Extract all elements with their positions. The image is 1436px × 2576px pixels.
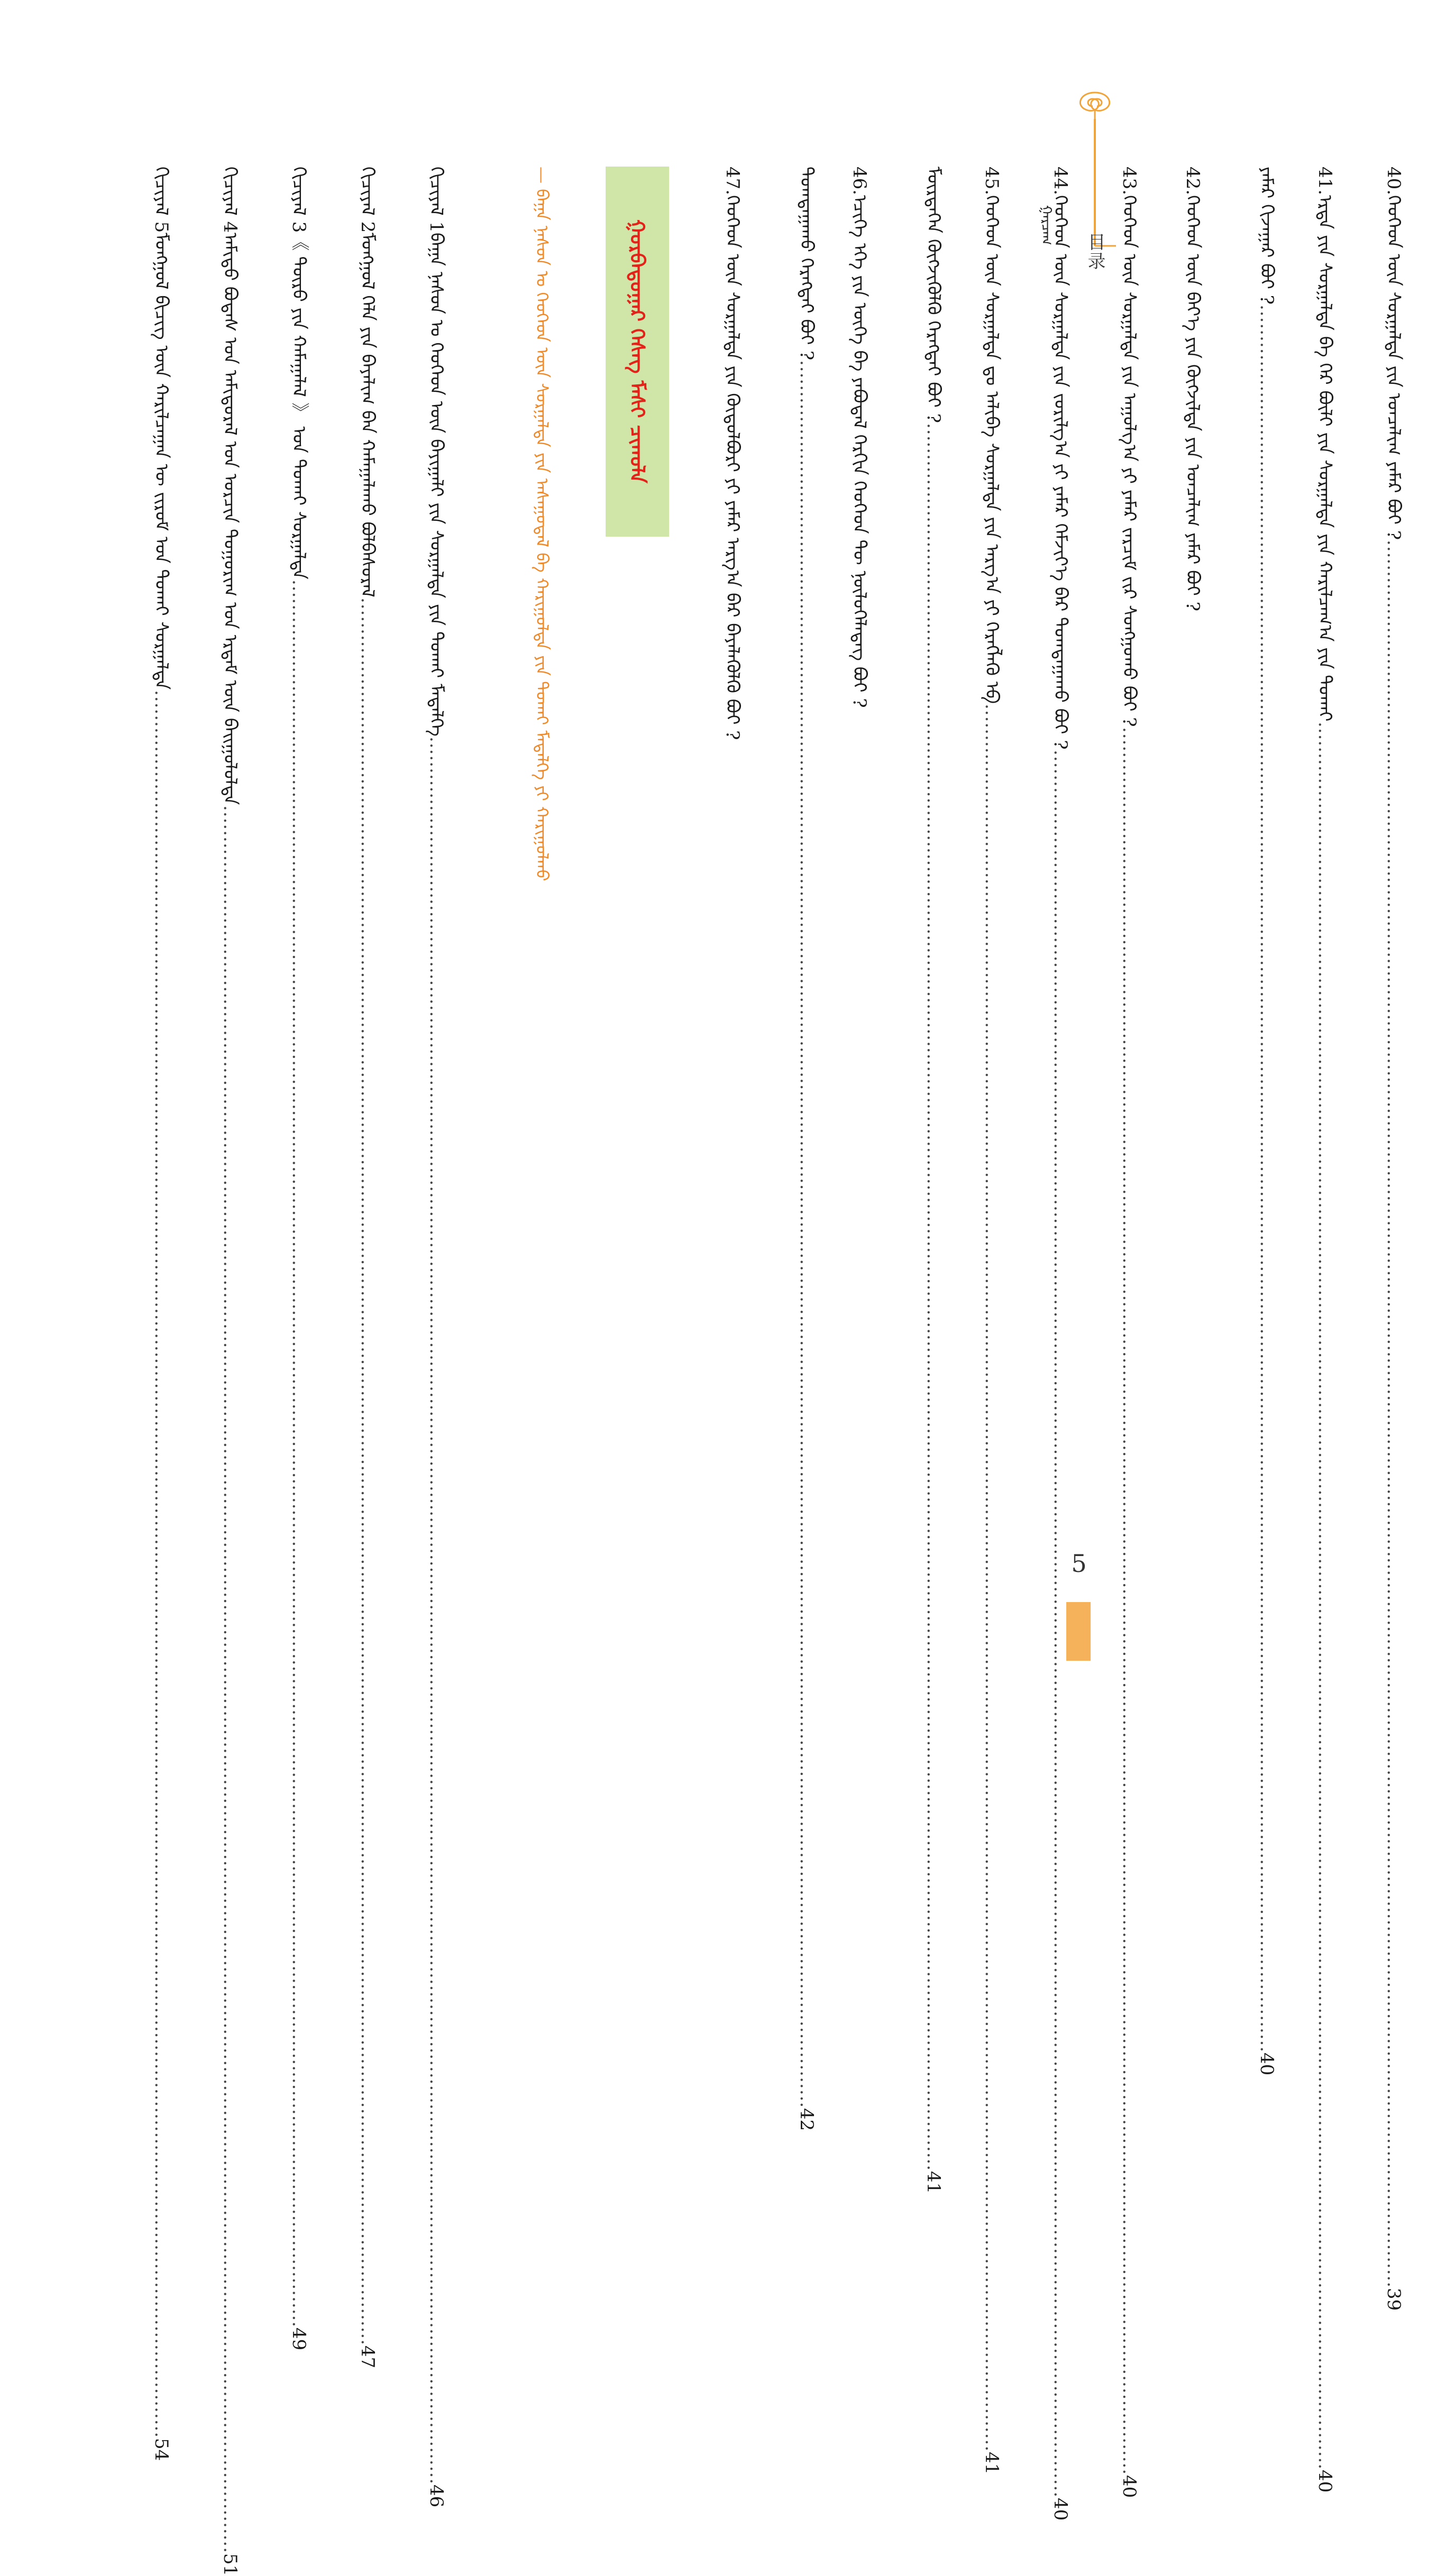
toc-entry-title: ᠮᠣᠩᠭᠣᠯ ᠪᠢᠴᠢᠭ ᠦᠨ ᠬᠠᠷᠢᠯᠴᠠᠭᠠᠨ ᠦ ᠵᠢᠷᠤᠮ ᠤᠨ ᠲᠤᠬᠠᠢ ᠰᠤᠷᠭᠠᠯᠲᠠ — [151, 233, 172, 690]
toc-entry-title: ᠬᠡᠦᠬᠡᠳ ᠦᠨ ᠰᠤᠷᠭᠠᠯᠲᠠ ᠶᠢᠨ ᠣᠨᠴᠠᠯᠢᠭ ᠶᠠᠮᠠᠷ ᠪᠤᠢ ? — [1383, 195, 1404, 540]
dot-leader — [1304, 722, 1346, 2470]
toc-entry[interactable] — [410, 167, 479, 2508]
toc-entry-title: ᠬᠡᠦᠬᠡᠳ ᠦᠨ ᠰᠤᠷᠭᠠᠯᠲᠠ ᠶᠢᠨ ᠠᠭᠤᠯᠭ᠎ᠠ ᠶᠢ ᠶᠠᠮᠠᠷ ᠵᠠᠷᠴᠢᠮ ᠵᠢᠷ ᠰᠣᠩᠭᠣᠬᠤ ᠪᠤᠢ ? — [1119, 195, 1140, 727]
toc-entry-title: 《 ᠲᠥᠷᠥ ᠶᠢᠨ ᠬᠠᠮᠠᠭᠠᠯᠠᠯ 》 ᠤᠨ ᠲᠤᠬᠠᠢ ᠰᠤᠷᠭᠠᠯᠲᠠ — [288, 233, 309, 580]
dot-leader — [971, 704, 1013, 2452]
toc-entry-title: ᠡᠷᠲᠡ ᠶᠢᠨ ᠰᠤᠷᠭᠠᠯᠲᠠ ᠪᠠ ᠭᠡᠷ ᠪᠦᠯᠢ ᠶᠢᠨ ᠰᠤᠷᠭᠠᠯᠲᠠ ᠶᠢᠨ ᠬᠠᠷᠢᠯᠴᠠᠭ᠎ᠠ ᠶᠢᠨ ᠲᠤᠬᠠᠢ — [1314, 195, 1336, 722]
toc-entry-continuation[interactable] — [902, 167, 965, 2194]
toc-entry-label: ᠬᠢᠴᠢᠶᠡᠯ 4 — [219, 167, 241, 233]
toc-entry-page: 46 — [426, 2485, 447, 2508]
toc-entry[interactable] — [1172, 167, 1235, 1467]
toc-entry[interactable] — [272, 167, 341, 2351]
toc-entry-page: 40 — [1314, 2469, 1336, 2493]
toc-entry-label: 42. — [1182, 167, 1203, 196]
toc-entry[interactable] — [204, 167, 272, 2576]
toc-entry[interactable] — [711, 167, 775, 1467]
toc-entry-title: ᠮᠣᠩᠭᠣᠯ ᠬᠡᠯᠡ ᠶᠢᠨ ᠪᠠᠶᠠᠯᠢᠭ ᠪᠠᠨ ᠬᠠᠮᠠᠭᠠᠯᠠᠬᠤ ᠪᠣᠯᠪᠠᠰᠤᠷᠠᠯ — [357, 233, 378, 598]
toc-entry-label: ᠬᠢᠴᠢᠶᠡᠯ 5 — [151, 167, 172, 233]
dot-leader — [140, 690, 182, 2438]
toc-entry-page: 51 — [219, 2553, 241, 2576]
toc-entry-page: 41 — [981, 2452, 1002, 2475]
toc-entry-label: 47. — [722, 167, 743, 196]
toc-entry-page: 40 — [1050, 2497, 1071, 2521]
toc-entry-title-cont: ᠶᠠᠮᠠᠷ ᠬᠢᠵᠠᠭᠠᠷ ᠪᠤᠢ ? — [1256, 167, 1277, 305]
toc-entry-page: 40 — [1256, 2053, 1277, 2076]
toc-entry[interactable] — [1103, 167, 1172, 2498]
toc-entry-title: ᠪᠠᠭᠠ ᠨᠠᠰᠤᠨ ᠤ ᠬᠡᠦᠬᠡᠳ ᠦᠨ ᠪᠠᠶᠢᠭᠠᠯᠢ ᠶᠢᠨ ᠰᠤᠷᠭᠠᠯᠲᠠ ᠶᠢᠨ ᠲᠤᠬᠠᠢ ᠮᠡᠳᠡᠯᠭᠡ — [426, 233, 447, 737]
toc-heading-chinese: 目录 — [1084, 233, 1105, 271]
toc-entry-title: ᠬᠡᠦᠬᠡᠳ ᠦᠨ ᠰᠤᠷᠭᠠᠯᠲᠠ ᠶᠢᠨ ᠵᠣᠷᠢᠯᠭ᠎ᠠ ᠶᠢ ᠶᠠᠮᠠᠷ ᠬᠡᠮᠵᠢᠶ᠎ᠡ ᠪᠡᠷ ᠲᠣᠭᠲᠠᠭᠠᠬᠤ ᠪᠤᠢ ? — [1050, 195, 1071, 750]
page-number: 5 — [1071, 1549, 1087, 1578]
dot-leader — [209, 805, 251, 2553]
toc-entry-label: 41. — [1314, 167, 1336, 196]
toc-entry-page: 49 — [288, 2327, 309, 2351]
toc-entry-title-cont: ᠲᠣᠭᠲᠠᠭᠠᠬᠤ ᠬᠡᠷᠡᠭᠲᠡᠢ ᠪᠤᠢ ? — [796, 167, 817, 361]
dot-leader — [278, 579, 320, 2327]
toc-entry[interactable] — [838, 167, 902, 1467]
toc-entry-title: ᠠᠮᠢᠳᠤ ᠪᠣᠳᠠᠰ ᠤᠨ ᠠᠮᠢᠳᠤᠷᠠᠯ ᠤᠨ ᠣᠷᠴᠢᠨ ᠲᠣᠭᠣᠷᠢᠭ ᠤᠨ ᠡᠷᠳᠡᠮ ᠦᠨ ᠪᠠᠢᠭᠤᠯᠤᠯᠲᠠ — [219, 233, 241, 805]
section-subtitle: — ᠪᠠᠭᠠ ᠨᠠᠰᠤᠨ ᠤ ᠬᠡᠦᠬᠡᠳ ᠦᠨ ᠰᠤᠷᠭᠠᠯᠲᠠ ᠶᠢᠨ ᠠᠰᠠᠭᠤᠳᠠᠯ ᠪᠠ ᠬᠠᠷᠢᠭᠤᠯᠲᠠ ᠶᠢᠨ ᠲᠤᠬᠠᠢ ᠮᠡᠳᠡᠯᠭᠡ ᠶᠢ ᠬᠠᠷᠢᠭᠤᠯᠬᠤ — [532, 167, 552, 881]
toc-entry[interactable] — [1034, 167, 1103, 2521]
toc-entry-title: ᠬᠡᠦᠬᠡᠳ ᠦᠨ ᠪᠡᠶ᠎ᠡ ᠶᠢᠨ ᠬᠥᠭᠵᠢᠯᠲᠡ ᠶᠢᠨ ᠣᠨᠴᠠᠯᠢᠭ ᠶᠠᠮᠠᠷ ᠪᠤᠢ ? — [1182, 195, 1203, 612]
dot-leader — [912, 423, 955, 2171]
toc-entry-continuation[interactable] — [775, 167, 838, 2131]
toc-entry-label: 46. — [849, 167, 870, 196]
toc-entry[interactable] — [1367, 167, 1436, 2311]
toc-entry-title: ᠬᠡᠦᠬᠡᠳ ᠦᠨ ᠰᠤᠷᠭᠠᠯᠲᠠ ᠶᠢᠨ ᠬᠥᠲᠦᠯᠪᠦᠷᠢ ᠶᠢ ᠶᠠᠮᠠᠷ ᠠᠷᠭ᠎ᠠ ᠪᠡᠷ ᠪᠡᠶᠡᠯᠡᠭᠦᠯᠬᠦ ᠪᠤᠢ ? — [722, 195, 743, 740]
toc-entry-label: ᠬᠢᠴᠢᠶᠡᠯ 3 — [288, 167, 309, 233]
dot-leader — [1246, 305, 1288, 2053]
toc-entry-title-cont: ᠮᠥᠷᠲᠡᠭᠡᠨ ᠬᠥᠭᠵᠢᠭᠦᠯᠬᠦ ᠬᠡᠷᠡᠭᠲᠡᠢ ᠪᠤᠢ ? — [923, 167, 944, 423]
toc-heading-mongolian: ᠭᠠᠷᠴᠠᠭ — [1038, 205, 1054, 245]
toc-entry-label: 43. — [1119, 167, 1140, 196]
toc-entry-label: ᠬᠢᠴᠢᠶᠡᠯ 2 — [357, 167, 378, 233]
toc-entry-title: ᠡᠴᠢᠭᠡ ᠡᠬᠡ ᠶᠢᠨ ᠦᠭᠡ ᠪᠠ ᠶᠠᠪᠤᠳᠠᠯ ᠬᠡᠷᠬᠢᠨ ᠬᠡᠦᠬᠡᠳ ᠲᠦ ᠨᠥᠯᠥᠭᠡᠯᠡᠳᠡᠭ ᠪᠤᠢ ? — [849, 195, 870, 708]
dot-leader — [415, 737, 458, 2485]
dot-leader — [1108, 727, 1150, 2475]
toc-entry-label: 45. — [981, 167, 1002, 196]
toc-entry-label: 40. — [1383, 167, 1404, 196]
toc-entry[interactable] — [341, 167, 410, 2369]
toc-entry-label: 44. — [1050, 167, 1071, 196]
dot-leader — [785, 360, 828, 2108]
toc-entry[interactable] — [135, 167, 204, 2461]
toc-entry-page: 39 — [1383, 2288, 1404, 2311]
toc-entry-continuation[interactable] — [1235, 167, 1298, 2076]
toc-entry-title: ᠬᠡᠦᠬᠡᠳ ᠦᠨ ᠰᠤᠷᠭᠠᠯᠲᠠ ᠳᠤ ᠠᠯᠢᠪᠠ ᠰᠤᠷᠭᠠᠯᠲᠠ ᠶᠢᠨ ᠠᠷᠭ᠎ᠠ ᠶᠢ ᠬᠡᠷᠡᠭᠯᠡᠬᠦ ᠡᠪ — [981, 195, 1002, 704]
toc-entry-page: 47 — [357, 2345, 378, 2369]
toc-entry-page: 41 — [923, 2171, 944, 2194]
dot-leader — [346, 597, 389, 2345]
toc-entry-page: 40 — [1119, 2474, 1140, 2498]
toc-entry-page: 54 — [151, 2437, 172, 2461]
toc-entry-label: ᠬᠢᠴᠢᠶᠡᠯ 1 — [426, 167, 447, 233]
toc-entry[interactable] — [965, 167, 1034, 2475]
section-title: ᠭᠤᠷᠪᠠᠳᠤᠭᠠᠷ ᠬᠡᠰᠡᠭ ᠮᠠᠰᠢ ᠴᠢᠬᠤᠯᠠ — [606, 167, 669, 537]
page-edge-tab — [1066, 1602, 1091, 1661]
toc-entry-page: 42 — [796, 2108, 817, 2131]
toc-entry[interactable] — [1298, 167, 1367, 2493]
dot-leader — [1373, 540, 1415, 2288]
